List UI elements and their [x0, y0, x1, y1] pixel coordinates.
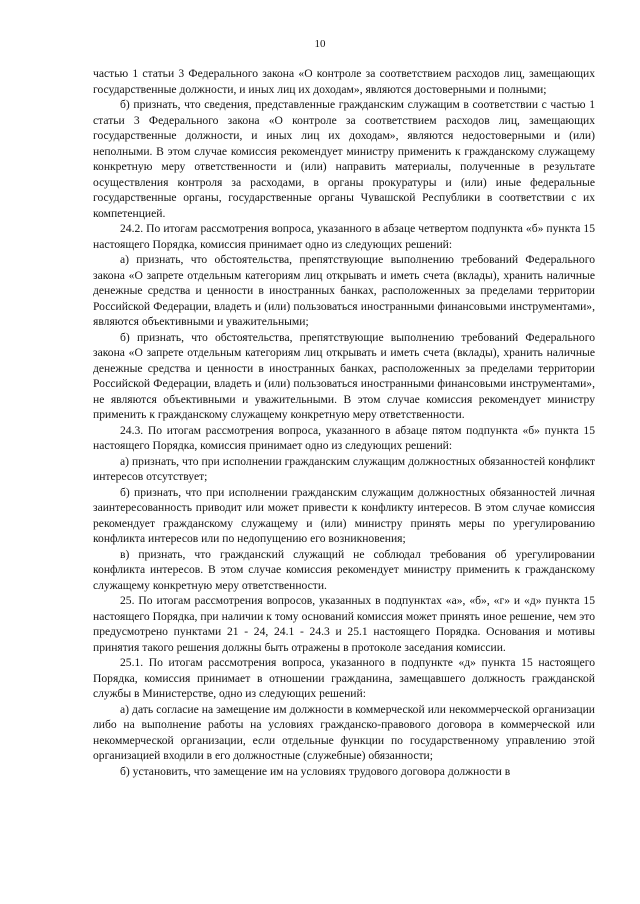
paragraph: а) признать, что при исполнении гражданским служащим должностных обязанностей конфликт интересов отсутствует;: [93, 454, 595, 483]
paragraph: 24.2. По итогам рассмотрения вопроса, указанного в абзаце четвертом подпункта «б» пункта 15 настоящего Порядка, комиссия принимает одно из следующих решений:: [93, 222, 595, 251]
document-body: [93, 66, 595, 779]
paragraph: а) дать согласие на замещение им должности в коммерческой или некоммерческой организации либо на выполнение работы на условиях гражданско-правового договора в коммерческой или некоммерческой организации, если отдельные функции по государственному управлению этой организацией входили в его должностные (служебные) обязанности;: [93, 702, 595, 762]
paragraph: 25. По итогам рассмотрения вопросов, указанных в подпунктах «а», «б», «г» и «д» пункта 15 настоящего Порядка, при наличии к тому оснований комиссия может принять иное решение, чем это предусмотрено пунктами 21 - 24, 24.1 - 24.3 и 25.1 настоящего Порядка. Основания и мотивы принятия такого решения должны быть отражены в протоколе заседания комиссии.: [93, 594, 595, 654]
paragraph-continuation: частью 1 статьи 3 Федерального закона «О контроле за соответствием расходов лиц, замещающих государственные должности, и иных лиц их доходам», являются достоверными и полными;: [93, 67, 595, 96]
paragraph: 24.3. По итогам рассмотрения вопроса, указанного в абзаце пятом подпункта «б» пункта 15 настоящего Порядка, комиссия принимает одно из следующих решений:: [93, 423, 595, 452]
paragraph: а) признать, что обстоятельства, препятствующие выполнению требований Федерального закона «О запрете отдельным категориям лиц открывать и иметь счета (вклады), хранить наличные денежные средства и ценности в иностранных банках, расположенных за пределами территории Российской Федерации, владеть и (или) пользоваться иностранными финансовыми инструментами», являются объективными и уважительными;: [93, 253, 595, 328]
paragraph: б) установить, что замещение им на условиях трудового договора должности в: [120, 764, 511, 778]
paragraph: б) признать, что при исполнении гражданским служащим должностных обязанностей личная заинтересованность приводит или может привести к конфликту интересов. В этом случае комиссия рекомендует гражданскому служащему и (или) министру принять меры по урегулированию конфликта интересов или по недопущению его возникновения;: [93, 485, 595, 545]
paragraph: 25.1. По итогам рассмотрения вопроса, указанного в подпункте «д» пункта 15 настоящего Порядка, комиссия принимает в отношении гражданина, замещавшего должность гражданской службы в Министерстве, одно из следующих решений:: [93, 656, 595, 700]
paragraph: б) признать, что сведения, представленные гражданским служащим в соответствии с частью 1 статьи 3 Федерального закона «О контроле за соответствием расходов лиц, замещающих государственные должности, и иных лиц их доходам», являются недостоверными и (или) неполными. В этом случае комиссия рекомендует министру применить к гражданскому служащему конкретную меру ответственности и (или) направить материалы, полученные в результате осуществления контроля за расходами, в органы прокуратуры и (или) иные федеральные государственные органы, государственные органы Чувашской Республики в соответствии с их компетенцией.: [93, 98, 595, 220]
page-number: 10: [314, 38, 326, 50]
paragraph: в) признать, что гражданский служащий не соблюдал требования об урегулировании конфликта интересов. В этом случае комиссия рекомендует министру применить к гражданскому служащему конкретную меру ответственности.: [93, 547, 595, 592]
paragraph: б) признать, что обстоятельства, препятствующие выполнению требований Федерального закона «О запрете отдельным категориям лиц открывать и иметь счета (вклады), хранить наличные денежные средства и ценности в иностранных банках, расположенных за пределами территории Российской Федерации, владеть и (или) пользоваться иностранными финансовыми инструментами», не являются объективными и уважительными. В этом случае комиссия рекомендует министру применить к гражданскому служащему конкретную меру ответственности.: [93, 330, 595, 421]
